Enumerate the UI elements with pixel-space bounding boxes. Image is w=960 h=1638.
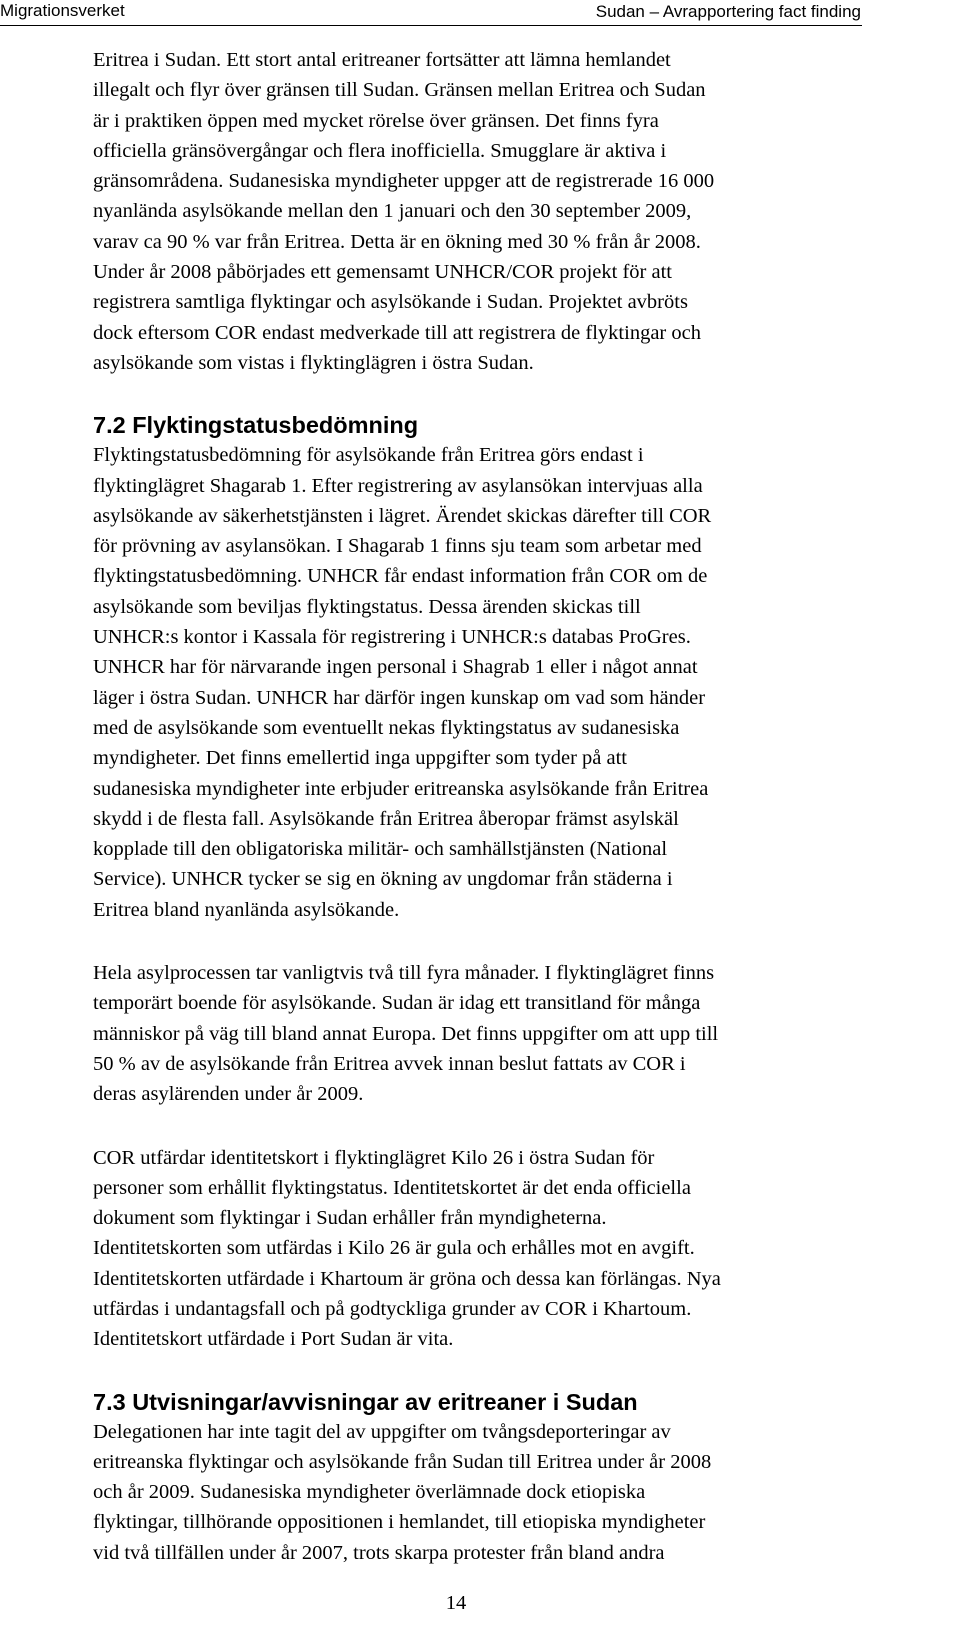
text-line: Delegationen har inte tagit del av uppgifter om tvångsdeporteringar av xyxy=(93,1420,671,1443)
text-line: kopplade till den obligatoriska militär- och samhällstjänsten (National xyxy=(93,838,668,861)
section-7-2-paragraph-1 xyxy=(93,440,893,925)
section-7-2-paragraph-3 xyxy=(93,1143,893,1355)
header-report-title: Sudan – Avrapportering fact finding xyxy=(595,2,861,21)
text-line: COR utfärdar identitetskort i flyktinglägret Kilo 26 i östra Sudan för xyxy=(93,1146,655,1169)
text-line: Service). UNHCR tycker se sig en ökning av ungdomar från städerna i xyxy=(93,868,673,891)
intro-paragraph xyxy=(93,45,893,378)
text-line: Flyktingstatusbedömning för asylsökande från Eritrea görs endast i xyxy=(93,444,644,467)
text-line: asylsökande som beviljas flyktingstatus. Dessa ärenden skickas till xyxy=(93,595,641,618)
header-divider xyxy=(0,25,862,26)
text-line: flyktingstatusbedömning. UNHCR får endast information från COR om de xyxy=(93,565,708,588)
text-line: dock eftersom COR endast medverkade till att registrera de flyktingar och xyxy=(93,321,701,344)
text-line: 50 % av de asylsökande från Eritrea avvek innan beslut fattats av COR i xyxy=(93,1052,686,1075)
text-line: personer som erhållit flyktingstatus. Identitetskortet är det enda officiella xyxy=(93,1176,691,1199)
page-footer xyxy=(0,1592,960,1615)
text-line: människor på väg till bland annat Europa. Det finns uppgifter om att upp till xyxy=(93,1022,719,1045)
text-line: flyktingar, tillhörande oppositionen i hemlandet, till etiopiska myndigheter xyxy=(93,1511,706,1534)
text-line: skydd i de flesta fall. Asylsökande från Eritrea åberopar främst asylskäl xyxy=(93,807,679,830)
text-line: varav ca 90 % var från Eritrea. Detta är en ökning med 30 % från år 2008. xyxy=(93,230,701,253)
text-line: myndigheter. Det finns emellertid inga uppgifter som tyder på att xyxy=(93,747,628,770)
text-line: Identitetskort utfärdade i Port Sudan är vita. xyxy=(93,1328,454,1351)
text-line: deras asylärenden under år 2009. xyxy=(93,1083,364,1106)
text-line: flyktinglägret Shagarab 1. Efter registrering av asylansökan intervjuas alla xyxy=(93,474,703,497)
text-line: eritreanska flyktingar och asylsökande från Sudan till Eritrea under år 2008 xyxy=(93,1450,712,1473)
text-line: Eritrea i Sudan. Ett stort antal eritreaner fortsätter att lämna hemlandet xyxy=(93,49,671,71)
text-line: är i praktiken öppen med mycket rörelse över gränsen. Det finns fyra xyxy=(93,109,659,132)
text-line: utfärdas i undantagsfall och på godtyckliga grunder av COR i Khartoum. xyxy=(93,1297,692,1320)
text-line: Identitetskorten utfärdade i Khartoum är gröna och dessa kan förlängas. Nya xyxy=(93,1267,721,1290)
text-line: Under år 2008 påbörjades ett gemensamt UNHCR/COR projekt för att xyxy=(93,261,672,284)
text-line: sudanesiska myndigheter inte erbjuder eritreanska asylsökande från Eritrea xyxy=(93,777,709,800)
text-line: registrera samtliga flyktingar och asylsökande i Sudan. Projektet avbröts xyxy=(93,291,688,314)
text-line: vid två tillfällen under år 2007, trots skarpa protester från bland andra xyxy=(93,1541,665,1564)
page-number: 14 xyxy=(445,1592,467,1614)
text-line: och år 2009. Sudanesiska myndigheter överlämnade dock etiopiska xyxy=(93,1481,646,1504)
text-line: med de asylsökande som eventuellt nekas flyktingstatus av sudanesiska xyxy=(93,716,680,739)
text-line: illegalt och flyr över gränsen till Sudan. Gränsen mellan Eritrea och Sudan xyxy=(93,79,706,102)
section-heading-7-2: 7.2 Flyktingstatusbedömning xyxy=(93,412,419,439)
text-line: nyanlända asylsökande mellan den 1 januari och den 30 september 2009, xyxy=(93,200,692,223)
text-line: gränsområdena. Sudanesiska myndigheter uppger att de registrerade 16 000 xyxy=(93,170,715,193)
section-heading-7-3: 7.3 Utvisningar/avvisningar av eritreaner i Sudan xyxy=(93,1388,638,1415)
document-body xyxy=(93,45,893,1568)
text-line: Identitetskorten som utfärdas i Kilo 26 är gula och erhålles mot en avgift. xyxy=(93,1237,695,1260)
text-line: för prövning av asylansökan. I Shagarab 1 finns sju team som arbetar med xyxy=(93,535,702,558)
section-7-3-paragraph-1 xyxy=(93,1417,893,1568)
text-line: UNHCR har för närvarande ingen personal i Shagrab 1 eller i något annat xyxy=(93,656,698,679)
header-organization: Migrationsverket xyxy=(0,1,125,20)
text-line: temporärt boende för asylsökande. Sudan är idag ett transitland för många xyxy=(93,992,701,1015)
text-line: asylsökande av säkerhetstjänsten i lägret. Ärendet skickas därefter till COR xyxy=(93,504,712,527)
text-line: Eritrea bland nyanlända asylsökande. xyxy=(93,898,400,921)
text-line: officiella gränsövergångar och flera inofficiella. Smugglare är aktiva i xyxy=(93,139,667,162)
text-line: asylsökande som vistas i flyktinglägren i östra Sudan. xyxy=(93,351,534,374)
section-7-2-paragraph-2 xyxy=(93,958,893,1109)
text-line: dokument som flyktingar i Sudan erhåller från myndigheterna. xyxy=(93,1207,607,1230)
text-line: läger i östra Sudan. UNHCR har därför ingen kunskap om vad som händer xyxy=(93,686,706,709)
running-header xyxy=(0,0,960,26)
text-line: Hela asylprocessen tar vanligtvis två till fyra månader. I flyktinglägret finns xyxy=(93,962,715,985)
text-line: UNHCR:s kontor i Kassala för registrering i UNHCR:s databas ProGres. xyxy=(93,626,691,649)
